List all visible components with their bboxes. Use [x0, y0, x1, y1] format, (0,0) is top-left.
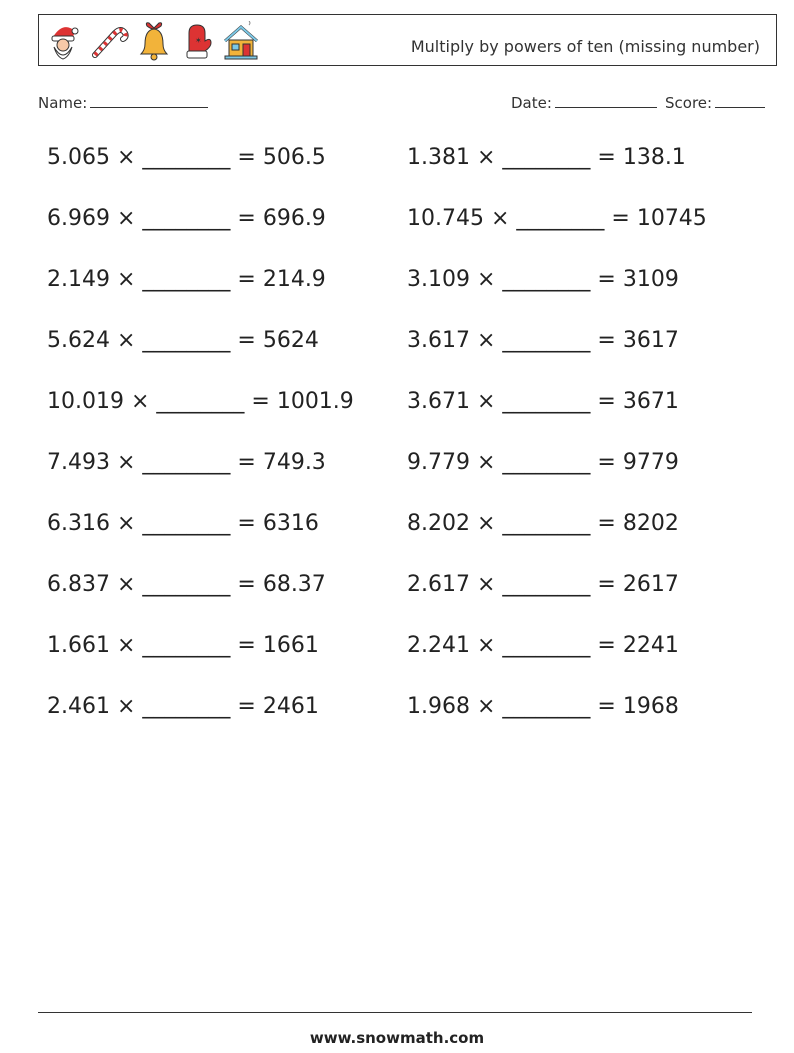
problem-item[interactable]: 10.745 × ________ = 10745 — [407, 206, 707, 231]
icon-strip — [45, 19, 261, 63]
problem-item[interactable]: 5.624 × ________ = 5624 — [47, 328, 319, 353]
score-line[interactable] — [715, 93, 765, 108]
problem-row — [47, 206, 767, 267]
date-line[interactable] — [555, 93, 657, 108]
problem-item[interactable]: 1.968 × ________ = 1968 — [407, 694, 679, 719]
problem-item[interactable]: 9.779 × ________ = 9779 — [407, 450, 679, 475]
problem-item[interactable]: 2.149 × ________ = 214.9 — [47, 267, 326, 292]
name-line[interactable] — [90, 93, 208, 108]
score-field[interactable] — [665, 93, 765, 112]
problem-row — [47, 450, 767, 511]
problem-item[interactable]: 3.671 × ________ = 3671 — [407, 389, 679, 414]
house-icon — [221, 21, 261, 61]
santa-icon — [45, 21, 81, 61]
problem-row — [47, 633, 767, 694]
problem-item[interactable]: 1.661 × ________ = 1661 — [47, 633, 319, 658]
date-field[interactable] — [511, 93, 657, 112]
footer-divider — [38, 1012, 752, 1013]
svg-text:✶: ✶ — [195, 36, 202, 45]
worksheet-header — [38, 14, 777, 66]
mitten-icon — [179, 21, 213, 61]
problem-item[interactable]: 2.461 × ________ = 2461 — [47, 694, 319, 719]
problem-grid — [47, 145, 767, 755]
date-label: Date: — [511, 94, 552, 112]
problem-item[interactable]: 3.617 × ________ = 3617 — [407, 328, 679, 353]
candy-cane-icon — [89, 21, 129, 61]
problem-row — [47, 572, 767, 633]
problem-row — [47, 328, 767, 389]
score-label: Score: — [665, 94, 713, 112]
problem-row — [47, 389, 767, 450]
bell-icon — [137, 20, 171, 62]
name-field[interactable] — [38, 93, 208, 112]
name-label: Name: — [38, 94, 88, 112]
problem-item[interactable]: 8.202 × ________ = 8202 — [407, 511, 679, 536]
problem-item[interactable]: 1.381 × ________ = 138.1 — [407, 145, 686, 170]
problem-item[interactable]: 2.241 × ________ = 2241 — [407, 633, 679, 658]
problem-item[interactable]: 2.617 × ________ = 2617 — [407, 572, 679, 597]
problem-item[interactable]: 10.019 × ________ = 1001.9 — [47, 389, 354, 414]
problem-item[interactable]: 6.969 × ________ = 696.9 — [47, 206, 326, 231]
problem-item[interactable]: 6.316 × ________ = 6316 — [47, 511, 319, 536]
problem-row — [47, 267, 767, 328]
problem-item[interactable]: 5.065 × ________ = 506.5 — [47, 145, 326, 170]
worksheet-title: Multiply by powers of ten (missing number) — [410, 37, 760, 56]
problem-item[interactable]: 7.493 × ________ = 749.3 — [47, 450, 326, 475]
problem-item[interactable]: 6.837 × ________ = 68.37 — [47, 572, 326, 597]
problem-item[interactable]: 3.109 × ________ = 3109 — [407, 267, 679, 292]
problem-row — [47, 694, 767, 755]
footer-website: www.snowmath.com — [309, 1029, 485, 1047]
problem-row — [47, 145, 767, 206]
problem-row — [47, 511, 767, 572]
